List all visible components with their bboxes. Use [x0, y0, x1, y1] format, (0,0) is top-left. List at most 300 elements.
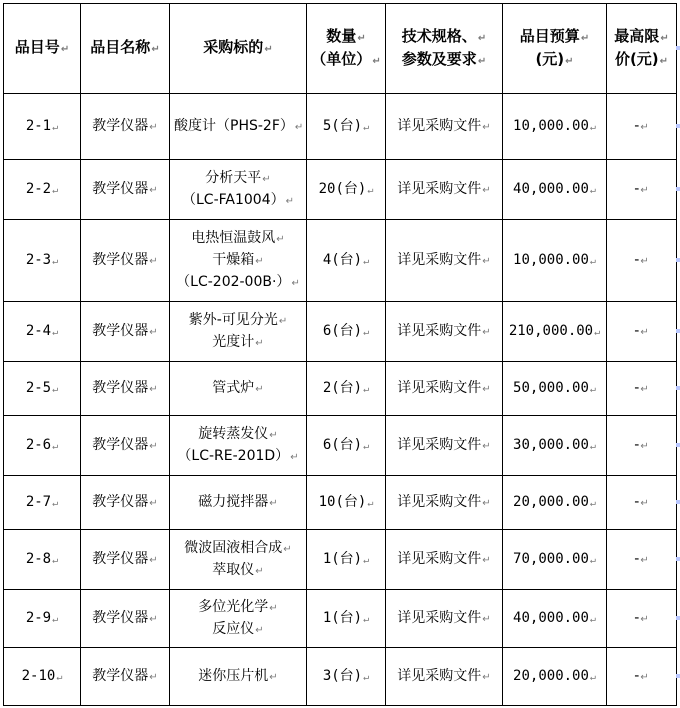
paragraph-mark-icon: ↵	[52, 184, 59, 196]
cell-procurement-target	[170, 160, 307, 220]
cell-text: 5(台)	[322, 117, 363, 134]
row-end-marker	[676, 258, 680, 262]
paragraph-mark-icon: ↵	[269, 429, 278, 441]
cell-line	[174, 310, 302, 332]
paragraph-mark-icon: ↵	[589, 671, 596, 683]
paragraph-mark-icon: ↵	[589, 184, 596, 196]
cell-text: 教学仪器	[92, 550, 149, 567]
cell-text: 教学仪器	[92, 180, 149, 197]
cell-text: -	[634, 436, 640, 453]
cell-line	[85, 321, 165, 343]
cell-text: 20(台)	[318, 180, 367, 197]
cell-quantity	[307, 530, 386, 590]
cell-line	[390, 49, 498, 72]
paragraph-mark-icon: ↵	[151, 44, 160, 55]
paragraph-mark-icon: ↵	[367, 497, 374, 509]
cell-line	[85, 116, 165, 138]
cell-max-price	[607, 416, 677, 476]
table-row	[4, 160, 677, 220]
paragraph-mark-icon: ↵	[294, 121, 304, 133]
cell-line	[85, 492, 165, 514]
cell-text: 10(台)	[318, 493, 367, 510]
cell-text: 详见采购文件	[397, 379, 482, 396]
cell-line	[390, 549, 498, 571]
cell-item-name	[81, 220, 170, 302]
cell-budget	[503, 220, 607, 302]
cell-item-number	[4, 476, 81, 530]
paragraph-mark-icon: ↵	[640, 554, 649, 566]
paragraph-mark-icon: ↵	[640, 671, 649, 683]
cell-line	[8, 37, 76, 60]
row-end-marker	[676, 616, 680, 620]
cell-line	[174, 597, 302, 619]
row-end-marker	[676, 187, 680, 191]
cell-line	[507, 321, 602, 343]
cell-line	[611, 116, 672, 138]
cell-text: 3(台)	[322, 667, 363, 684]
cell-text: 教学仪器	[92, 667, 149, 684]
cell-text: -	[634, 117, 640, 134]
cell-line	[611, 492, 672, 514]
cell-item-number	[4, 94, 81, 160]
row-end-marker	[676, 386, 680, 390]
cell-line	[507, 116, 602, 138]
header-row	[4, 4, 677, 94]
cell-line	[85, 179, 165, 201]
cell-text: 50,000.00	[513, 379, 589, 396]
cell-text: (元)	[535, 49, 565, 68]
cell-text: （LC-FA1004）	[182, 191, 285, 208]
cell-line	[8, 435, 76, 457]
cell-line	[174, 378, 302, 400]
paragraph-mark-icon: ↵	[255, 624, 264, 636]
cell-spec	[386, 416, 503, 476]
header-quantity	[307, 4, 386, 94]
cell-quantity	[307, 302, 386, 362]
table-row	[4, 220, 677, 302]
header-spec	[386, 4, 503, 94]
paragraph-mark-icon: ↵	[149, 121, 158, 133]
cell-line	[507, 250, 602, 272]
table-row	[4, 94, 677, 160]
cell-line	[611, 49, 672, 72]
paragraph-mark-icon: ↵	[255, 255, 264, 267]
cell-text: 详见采购文件	[397, 117, 482, 134]
cell-line	[390, 666, 498, 688]
cell-item-name	[81, 362, 170, 416]
cell-line	[507, 179, 602, 201]
cell-text: 教学仪器	[92, 322, 149, 339]
cell-line	[174, 560, 302, 582]
cell-text: 品目预算	[519, 26, 580, 45]
paragraph-mark-icon: ↵	[149, 440, 158, 452]
cell-line	[174, 492, 302, 514]
cell-line	[174, 538, 302, 560]
cell-line	[174, 446, 302, 468]
cell-max-price	[607, 590, 677, 648]
cell-quantity	[307, 590, 386, 648]
cell-procurement-target	[170, 220, 307, 302]
paragraph-mark-icon: ↵	[52, 255, 59, 267]
cell-line	[507, 26, 602, 49]
cell-text: -	[634, 667, 640, 684]
cell-text: 6(台)	[322, 322, 363, 339]
cell-budget	[503, 362, 607, 416]
paragraph-mark-icon: ↵	[291, 277, 300, 289]
paragraph-mark-icon: ↵	[149, 613, 158, 625]
cell-max-price	[607, 160, 677, 220]
cell-line	[85, 666, 165, 688]
cell-spec	[386, 160, 503, 220]
cell-spec	[386, 220, 503, 302]
cell-text: 品目号	[14, 38, 60, 56]
cell-text: 酸度计（PHS-2F）	[174, 117, 294, 134]
cell-text: 2-3	[25, 251, 52, 268]
cell-text: 参数及要求	[401, 49, 477, 68]
cell-text: 70,000.00	[513, 550, 589, 567]
paragraph-mark-icon: ↵	[482, 671, 491, 683]
cell-budget	[503, 476, 607, 530]
cell-budget	[503, 648, 607, 706]
cell-text: 详见采购文件	[397, 609, 482, 626]
cell-line	[611, 179, 672, 201]
paragraph-mark-icon: ↵	[149, 554, 158, 566]
cell-text: 数量	[326, 26, 357, 45]
paragraph-mark-icon: ↵	[363, 255, 370, 267]
paragraph-mark-icon: ↵	[149, 326, 158, 338]
cell-quantity	[307, 94, 386, 160]
cell-line	[174, 272, 302, 294]
header-item-number	[4, 4, 81, 94]
paragraph-mark-icon: ↵	[640, 326, 649, 338]
cell-spec	[386, 648, 503, 706]
cell-line	[311, 179, 381, 201]
paragraph-mark-icon: ↵	[580, 32, 590, 44]
paragraph-mark-icon: ↵	[367, 184, 374, 196]
cell-text: 10,000.00	[513, 251, 589, 268]
cell-text: 2-5	[25, 379, 52, 396]
cell-text: 技术规格、	[401, 26, 477, 45]
cell-line	[507, 492, 602, 514]
paragraph-mark-icon: ↵	[363, 383, 370, 395]
cell-text: 教学仪器	[92, 609, 149, 626]
cell-text: 价(元)	[614, 49, 659, 68]
cell-text: 2-8	[25, 550, 52, 567]
cell-text: 20,000.00	[513, 667, 589, 684]
cell-text: 1(台)	[322, 609, 363, 626]
paragraph-mark-icon: ↵	[363, 671, 370, 683]
row-end-marker	[676, 46, 680, 50]
cell-line	[174, 190, 302, 212]
cell-procurement-target	[170, 476, 307, 530]
cell-line	[8, 321, 76, 343]
row-end-marker	[676, 674, 680, 678]
cell-line	[174, 332, 302, 354]
cell-quantity	[307, 476, 386, 530]
paragraph-mark-icon: ↵	[589, 440, 596, 452]
paragraph-mark-icon: ↵	[52, 497, 59, 509]
paragraph-mark-icon: ↵	[285, 195, 294, 207]
paragraph-mark-icon: ↵	[56, 671, 63, 683]
cell-line	[8, 608, 76, 630]
cell-text: 管式炉	[212, 379, 255, 396]
cell-text: -	[634, 609, 640, 626]
cell-budget	[503, 302, 607, 362]
cell-text: 2-2	[25, 180, 52, 197]
paragraph-mark-icon: ↵	[482, 554, 491, 566]
paragraph-mark-icon: ↵	[52, 554, 59, 566]
paragraph-mark-icon: ↵	[264, 44, 273, 55]
cell-item-name	[81, 530, 170, 590]
cell-spec	[386, 476, 503, 530]
paragraph-mark-icon: ↵	[269, 671, 278, 683]
cell-procurement-target	[170, 362, 307, 416]
header-max-price	[607, 4, 677, 94]
paragraph-mark-icon: ↵	[482, 326, 491, 338]
cell-max-price	[607, 476, 677, 530]
cell-line	[311, 608, 381, 630]
row-end-marker	[676, 124, 680, 128]
cell-text: 1(台)	[322, 550, 363, 567]
header-item-name	[81, 4, 170, 94]
cell-line	[507, 666, 602, 688]
cell-text: 40,000.00	[513, 609, 589, 626]
cell-line	[85, 37, 165, 60]
cell-text: 教学仪器	[92, 436, 149, 453]
cell-text: （单位）	[311, 49, 372, 68]
paragraph-mark-icon: ↵	[255, 337, 264, 349]
cell-line	[174, 37, 302, 60]
cell-text: 2-7	[25, 493, 52, 510]
paragraph-mark-icon: ↵	[660, 32, 669, 44]
paragraph-mark-icon: ↵	[482, 497, 491, 509]
cell-text: 萃取仪	[212, 561, 255, 578]
paragraph-mark-icon: ↵	[589, 383, 596, 395]
cell-item-name	[81, 94, 170, 160]
cell-text: （LC-RE-201D）	[177, 447, 290, 464]
cell-max-price	[607, 530, 677, 590]
cell-budget	[503, 160, 607, 220]
paragraph-mark-icon: ↵	[482, 440, 491, 452]
cell-budget	[503, 530, 607, 590]
paragraph-mark-icon: ↵	[482, 121, 491, 133]
cell-line	[507, 549, 602, 571]
cell-line	[390, 435, 498, 457]
cell-line	[8, 549, 76, 571]
cell-text: 详见采购文件	[397, 493, 482, 510]
table-row	[4, 302, 677, 362]
cell-text: 电热恒温鼓风	[191, 229, 276, 246]
cell-line	[8, 378, 76, 400]
table-row	[4, 362, 677, 416]
cell-text: 采购标的	[203, 38, 264, 56]
cell-spec	[386, 590, 503, 648]
paragraph-mark-icon: ↵	[149, 671, 158, 683]
paragraph-mark-icon: ↵	[255, 565, 264, 577]
paragraph-mark-icon: ↵	[589, 121, 596, 133]
cell-line	[507, 435, 602, 457]
cell-text: 2-9	[25, 609, 52, 626]
table-row	[4, 590, 677, 648]
cell-line	[174, 228, 302, 250]
paragraph-mark-icon: ↵	[52, 121, 59, 133]
paragraph-mark-icon: ↵	[278, 315, 288, 327]
paragraph-mark-icon: ↵	[52, 613, 59, 625]
cell-line	[85, 250, 165, 272]
cell-item-number	[4, 302, 81, 362]
cell-max-price	[607, 220, 677, 302]
cell-text: 详见采购文件	[397, 667, 482, 684]
cell-line	[507, 378, 602, 400]
cell-text: 2-10	[21, 667, 56, 684]
cell-text: 紫外-可见分光	[188, 311, 278, 328]
cell-line	[611, 549, 672, 571]
cell-line	[174, 250, 302, 272]
cell-line	[85, 378, 165, 400]
cell-line	[390, 492, 498, 514]
paragraph-mark-icon: ↵	[589, 497, 596, 509]
cell-quantity	[307, 416, 386, 476]
cell-line	[8, 666, 76, 688]
cell-text: -	[634, 251, 640, 268]
cell-text: -	[634, 493, 640, 510]
cell-text: 教学仪器	[92, 493, 149, 510]
paragraph-mark-icon: ↵	[640, 497, 649, 509]
table-row	[4, 530, 677, 590]
cell-line	[390, 179, 498, 201]
cell-text: 教学仪器	[92, 117, 149, 134]
cell-item-number	[4, 160, 81, 220]
cell-max-price	[607, 648, 677, 706]
cell-line	[85, 549, 165, 571]
cell-text: 反应仪	[212, 620, 255, 637]
cell-text: 详见采购文件	[397, 322, 482, 339]
table-row	[4, 648, 677, 706]
paragraph-mark-icon: ↵	[52, 383, 59, 395]
paragraph-mark-icon: ↵	[262, 173, 271, 185]
cell-line	[611, 435, 672, 457]
cell-quantity	[307, 160, 386, 220]
cell-line	[390, 321, 498, 343]
paragraph-mark-icon: ↵	[640, 440, 649, 452]
cell-procurement-target	[170, 530, 307, 590]
cell-line	[611, 608, 672, 630]
paragraph-mark-icon: ↵	[477, 55, 487, 67]
cell-text: 磁力搅拌器	[198, 493, 269, 510]
paragraph-mark-icon: ↵	[589, 613, 596, 625]
row-end-marker	[676, 500, 680, 504]
cell-line	[85, 608, 165, 630]
cell-line	[611, 26, 672, 49]
paragraph-mark-icon: ↵	[363, 440, 370, 452]
cell-budget	[503, 590, 607, 648]
cell-text: 最高限	[614, 26, 660, 45]
cell-item-number	[4, 362, 81, 416]
paragraph-mark-icon: ↵	[565, 55, 574, 67]
paragraph-mark-icon: ↵	[589, 255, 596, 267]
cell-text: -	[634, 379, 640, 396]
cell-line	[174, 666, 302, 688]
cell-line	[611, 321, 672, 343]
cell-line	[174, 116, 302, 138]
cell-text: 教学仪器	[92, 251, 149, 268]
cell-text: 6(台)	[322, 436, 363, 453]
paragraph-mark-icon: ↵	[482, 255, 491, 267]
cell-text: 210,000.00	[508, 322, 594, 339]
cell-line	[611, 250, 672, 272]
cell-line	[390, 378, 498, 400]
paragraph-mark-icon: ↵	[363, 613, 370, 625]
cell-text: 详见采购文件	[397, 251, 482, 268]
table-row	[4, 416, 677, 476]
paragraph-mark-icon: ↵	[482, 613, 491, 625]
paragraph-mark-icon: ↵	[60, 44, 70, 55]
cell-max-price	[607, 362, 677, 416]
paragraph-mark-icon: ↵	[659, 55, 669, 67]
cell-quantity	[307, 220, 386, 302]
cell-item-number	[4, 220, 81, 302]
cell-line	[611, 378, 672, 400]
paragraph-mark-icon: ↵	[363, 554, 370, 566]
cell-text: 4(台)	[322, 251, 363, 268]
cell-text: 干燥箱	[212, 251, 255, 268]
cell-quantity	[307, 648, 386, 706]
paragraph-mark-icon: ↵	[372, 55, 381, 67]
cell-item-number	[4, 530, 81, 590]
cell-text: 迷你压片机	[198, 667, 269, 684]
cell-line	[390, 26, 498, 49]
row-end-marker	[676, 557, 680, 561]
paragraph-mark-icon: ↵	[149, 184, 158, 196]
paragraph-mark-icon: ↵	[640, 184, 649, 196]
cell-item-name	[81, 476, 170, 530]
row-end-marker	[676, 329, 680, 333]
cell-item-name	[81, 302, 170, 362]
cell-line	[311, 26, 381, 49]
cell-budget	[503, 94, 607, 160]
paragraph-mark-icon: ↵	[149, 383, 158, 395]
cell-line	[390, 116, 498, 138]
paragraph-mark-icon: ↵	[290, 451, 299, 463]
cell-spec	[386, 302, 503, 362]
row-end-marker	[676, 443, 680, 447]
cell-text: 2-4	[25, 322, 52, 339]
cell-text: -	[634, 550, 640, 567]
cell-line	[311, 49, 381, 72]
cell-procurement-target	[170, 648, 307, 706]
cell-line	[311, 378, 381, 400]
paragraph-mark-icon: ↵	[357, 32, 366, 44]
cell-line	[8, 179, 76, 201]
paragraph-mark-icon: ↵	[640, 383, 649, 395]
cell-line	[311, 321, 381, 343]
cell-procurement-target	[170, 302, 307, 362]
paragraph-mark-icon: ↵	[640, 613, 649, 625]
cell-text: 2-1	[25, 117, 52, 134]
paragraph-mark-icon: ↵	[149, 497, 158, 509]
cell-text: 旋转蒸发仪	[198, 425, 269, 442]
cell-text: 20,000.00	[513, 493, 589, 510]
cell-item-name	[81, 160, 170, 220]
paragraph-mark-icon: ↵	[589, 554, 596, 566]
cell-line	[311, 549, 381, 571]
cell-text: 详见采购文件	[397, 180, 482, 197]
procurement-table	[3, 3, 677, 706]
cell-line	[174, 168, 302, 190]
cell-line	[507, 49, 602, 72]
cell-line	[611, 666, 672, 688]
paragraph-mark-icon: ↵	[482, 184, 491, 196]
